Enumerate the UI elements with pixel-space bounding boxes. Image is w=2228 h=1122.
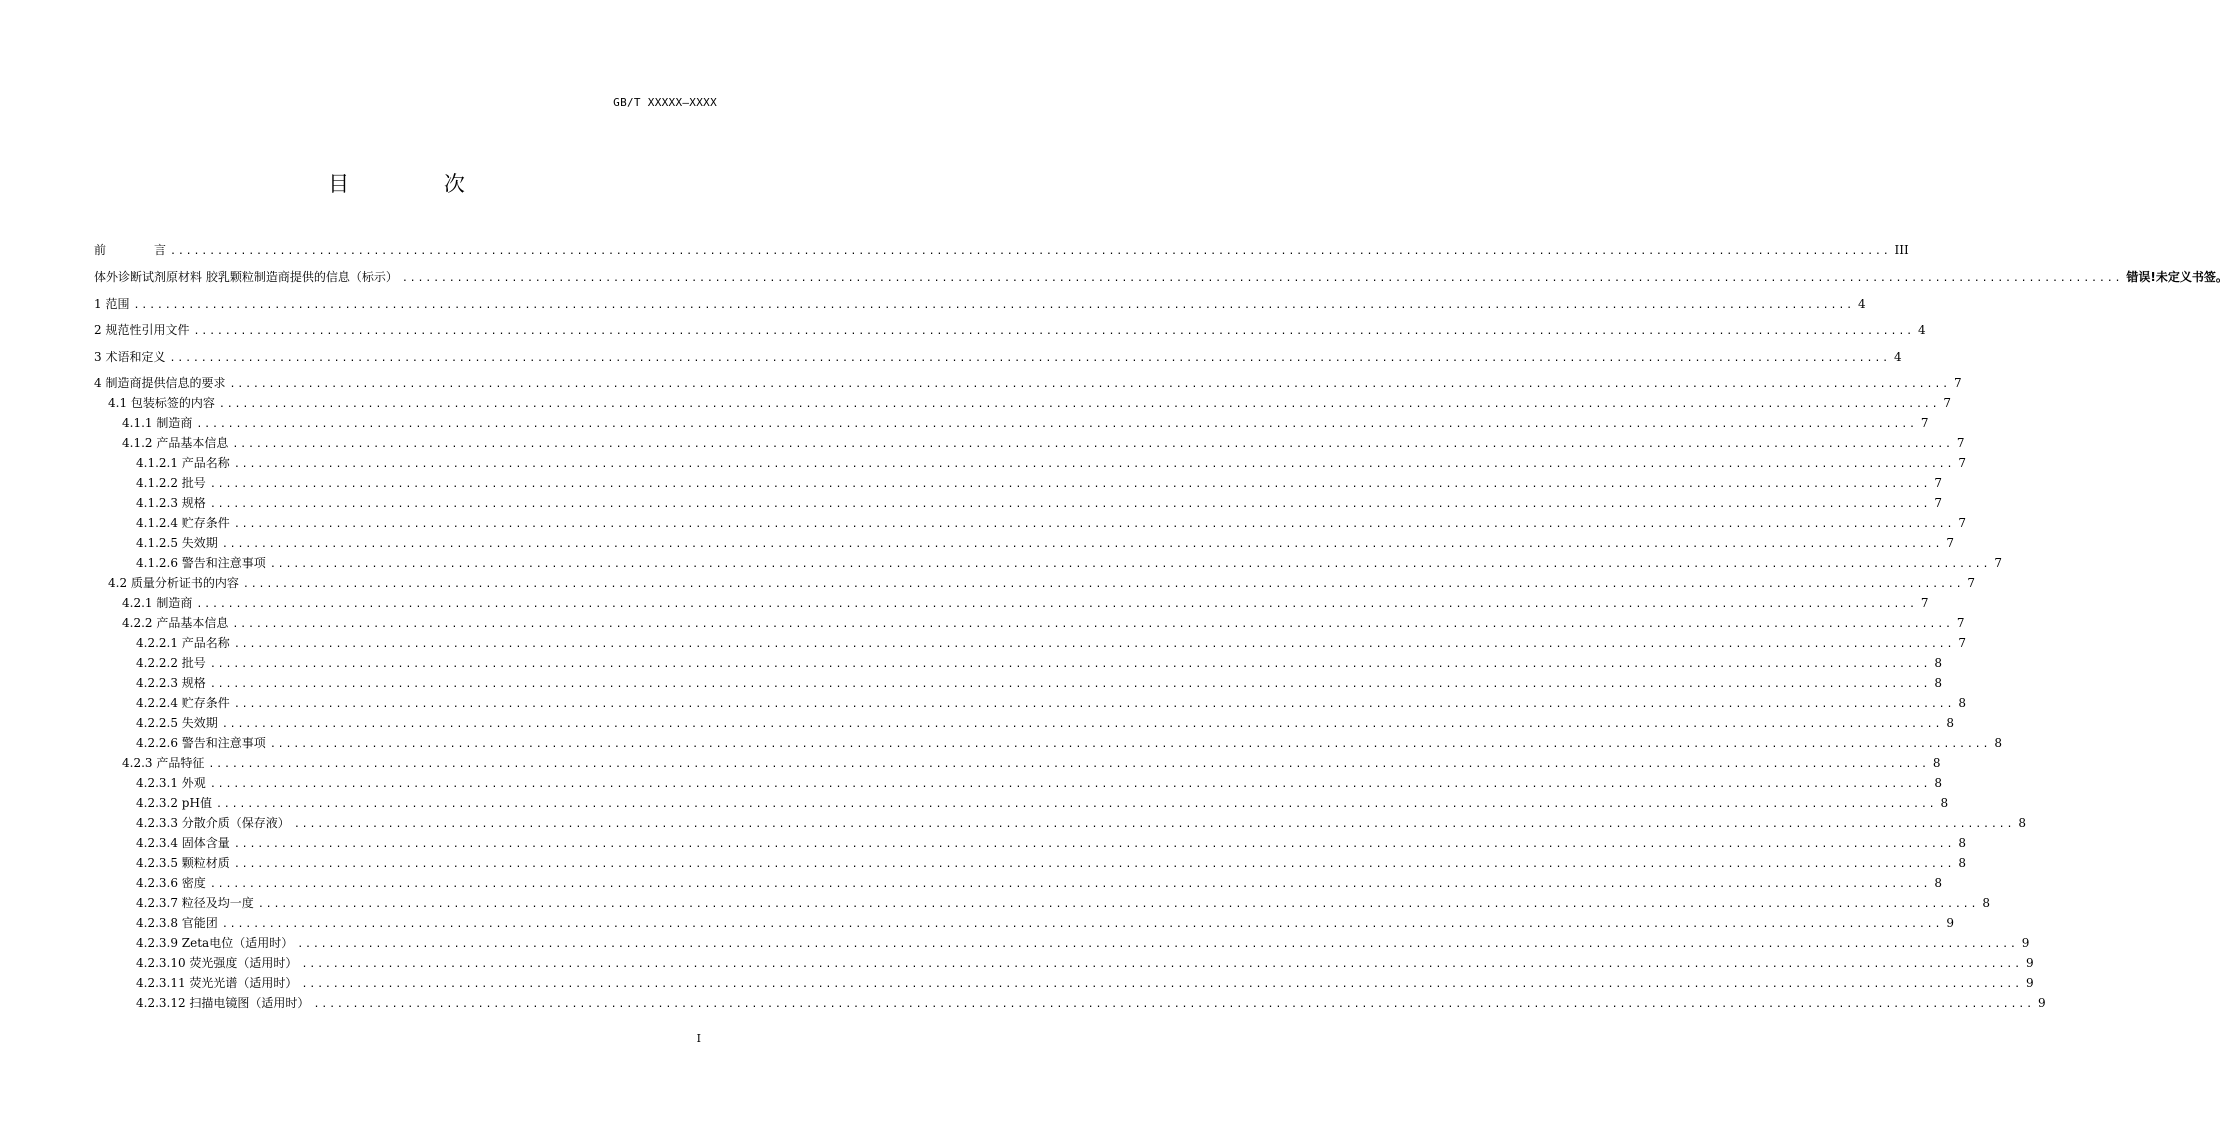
toc-entry[interactable]: [94, 793, 1949, 813]
toc-entry[interactable]: [94, 240, 1909, 260]
toc-entry[interactable]: [94, 347, 1902, 367]
dot-leader: ............................................................................................................................................................................................................................: [293, 819, 2015, 830]
toc-entry-label: 4.2.3.8 官能团: [136, 916, 218, 930]
toc-entry[interactable]: [94, 433, 1965, 453]
toc-entry[interactable]: [94, 593, 1929, 613]
dot-leader: ............................................................................................................................................................................................................................: [133, 300, 1854, 311]
toc-entry-page: 7: [1956, 616, 1965, 630]
toc-entry[interactable]: [94, 393, 1952, 413]
toc-entry[interactable]: [94, 953, 2034, 973]
toc-entry-label: 4.2.3.4 固体含量: [136, 836, 230, 850]
toc-entry-label: 4.2 质量分析证书的内容: [108, 576, 239, 590]
toc-entry-page: 9: [2025, 976, 2034, 990]
toc-entry-page: 8: [1934, 776, 1942, 790]
dot-leader: ............................................................................................................................................................................................................................: [301, 959, 2022, 970]
toc-entry[interactable]: [94, 267, 2228, 287]
toc-entry[interactable]: [94, 633, 1966, 653]
toc-entry-label: 4.2.3.7 粒径及均一度: [136, 896, 254, 910]
toc-entry-page: 7: [1967, 576, 1976, 590]
toc-entry-page: 7: [1958, 516, 1966, 530]
page-number: I: [696, 1032, 701, 1045]
toc-entry-label: 4.2.3.2 pH值: [136, 796, 212, 810]
toc-entry-label: 4.1.2 产品基本信息: [122, 436, 229, 450]
dot-leader: ............................................................................................................................................................................................................................: [209, 479, 1931, 490]
dot-leader: ............................................................................................................................................................................................................................: [221, 719, 1943, 730]
toc-entry[interactable]: [94, 320, 1926, 340]
toc-entry-page: 4: [1917, 323, 1926, 337]
toc-entry-label: 4.1.2.3 规格: [136, 496, 206, 510]
dot-leader: ............................................................................................................................................................................................................................: [221, 539, 1943, 550]
toc-entry[interactable]: [94, 453, 1966, 473]
dot-leader: ............................................................................................................................................................................................................................: [301, 979, 2022, 990]
toc-entry-page: 7: [1994, 556, 2002, 570]
toc-entry-label: 4.1.2.6 警告和注意事项: [136, 556, 266, 570]
toc-entry-page: 8: [1982, 896, 1990, 910]
toc-entry-page: 7: [1934, 496, 1942, 510]
dot-leader: ............................................................................................................................................................................................................................: [257, 899, 1979, 910]
dot-leader: ............................................................................................................................................................................................................................: [233, 639, 1955, 650]
dot-leader: ............................................................................................................................................................................................................................: [233, 839, 1955, 850]
toc-entry-label: 4.2.3.1 外观: [136, 776, 206, 790]
dot-leader: ............................................................................................................................................................................................................................: [196, 419, 1917, 430]
dot-leader: ............................................................................................................................................................................................................................: [233, 699, 1955, 710]
dot-leader: ............................................................................................................................................................................................................................: [208, 759, 1929, 770]
toc-entry[interactable]: [94, 573, 1976, 593]
toc-entry-label: 4.1.2.1 产品名称: [136, 456, 230, 470]
toc-entry-label: 4.2.3.6 密度: [136, 876, 206, 890]
toc-entry[interactable]: [94, 493, 1942, 513]
dot-leader: ............................................................................................................................................................................................................................: [269, 739, 1991, 750]
toc-entry-page: 7: [1946, 536, 1954, 550]
dot-leader: ............................................................................................................................................................................................................................: [209, 779, 1931, 790]
toc-entry[interactable]: [94, 853, 1966, 873]
toc-entry-label: 2 规范性引用文件: [94, 323, 190, 337]
toc-entry-page: 8: [1934, 656, 1942, 670]
toc-entry-page: 错误!未定义书签。: [2126, 270, 2228, 284]
toc-entry[interactable]: [94, 413, 1929, 433]
toc-entry-page: 8: [2018, 816, 2026, 830]
toc-entry[interactable]: [94, 553, 2002, 573]
toc-entry-label: 4.2.1 制造商: [122, 596, 193, 610]
dot-leader: ............................................................................................................................................................................................................................: [169, 353, 1890, 364]
toc-entry-page: 8: [1958, 836, 1966, 850]
toc-entry-label: 4.2.2.3 规格: [136, 676, 206, 690]
toc-entry-label: 4.2.3 产品特征: [122, 756, 205, 770]
toc-entry[interactable]: [94, 513, 1966, 533]
toc-entry-page: 7: [1958, 456, 1966, 470]
toc-entry-label: 4.1.2.5 失效期: [136, 536, 218, 550]
toc-entry[interactable]: [94, 673, 1942, 693]
dot-leader: ............................................................................................................................................................................................................................: [233, 459, 1955, 470]
dot-leader: ............................................................................................................................................................................................................................: [209, 499, 1931, 510]
document-number: GB/T XXXXX—XXXX: [613, 96, 717, 109]
toc-entry-label: 4.2.2.1 产品名称: [136, 636, 230, 650]
page-title: 目 次: [328, 172, 509, 196]
toc-entry[interactable]: [94, 813, 2026, 833]
toc-entry-label: 4.2.3.10 荧光强度（适用时）: [136, 956, 298, 970]
toc-entry-page: 8: [1958, 696, 1966, 710]
toc-entry[interactable]: [94, 773, 1942, 793]
dot-leader: ............................................................................................................................................................................................................................: [401, 273, 2123, 284]
toc-entry-page: 7: [1943, 396, 1952, 410]
toc-entry[interactable]: [94, 733, 2002, 753]
dot-leader: ............................................................................................................................................................................................................................: [233, 859, 1955, 870]
toc-entry-label: 4.1.2.4 贮存条件: [136, 516, 230, 530]
toc-entry-page: 9: [1946, 916, 1954, 930]
toc-entry-page: 8: [1946, 716, 1954, 730]
toc-entry-page: 8: [1958, 856, 1966, 870]
toc-entry[interactable]: [94, 973, 2034, 993]
toc-entry-page: 9: [2025, 956, 2034, 970]
toc-entry[interactable]: [94, 653, 1942, 673]
dot-leader: ............................................................................................................................................................................................................................: [209, 879, 1931, 890]
dot-leader: ............................................................................................................................................................................................................................: [232, 439, 1953, 450]
dot-leader: ............................................................................................................................................................................................................................: [209, 679, 1931, 690]
toc-entry-page: 7: [1953, 376, 1962, 390]
toc-entry-label: 4.2.3.5 颗粒材质: [136, 856, 230, 870]
toc-entry-label: 4.1.1 制造商: [122, 416, 193, 430]
toc-entry[interactable]: [94, 933, 2030, 953]
toc-entry-page: 7: [1958, 636, 1966, 650]
toc-entry-label: 4.2.3.9 Zeta电位（适用时）: [136, 936, 294, 950]
toc-entry-label: 4.1 包装标签的内容: [108, 396, 215, 410]
dot-leader: ............................................................................................................................................................................................................................: [242, 579, 1964, 590]
toc-entry-page: 8: [1934, 676, 1942, 690]
toc-entry[interactable]: [94, 833, 1966, 853]
dot-leader: ............................................................................................................................................................................................................................: [193, 326, 1914, 337]
toc-entry[interactable]: [94, 373, 1962, 393]
dot-leader: ............................................................................................................................................................................................................................: [170, 246, 1891, 257]
toc-entry[interactable]: [94, 533, 1954, 553]
toc-entry-page: 7: [1920, 596, 1929, 610]
toc-entry-page: 4: [1893, 350, 1902, 364]
toc-entry[interactable]: [94, 913, 1954, 933]
dot-leader: ............................................................................................................................................................................................................................: [233, 519, 1955, 530]
toc-entry[interactable]: [94, 613, 1965, 633]
toc-entry-label: 4.2.3.12 扫描电镜图（适用时）: [136, 996, 310, 1010]
toc-entry[interactable]: [94, 873, 1942, 893]
toc-entry[interactable]: [94, 693, 1966, 713]
toc-entry-page: 8: [1932, 756, 1941, 770]
toc-entry-page: 9: [2037, 996, 2046, 1010]
toc-entry[interactable]: [94, 993, 2046, 1013]
toc-entry-label: 4.2.3.3 分散介质（保存液）: [136, 816, 290, 830]
toc-entry-page: 8: [1934, 876, 1942, 890]
toc-entry-label: 1 范围: [94, 297, 130, 311]
toc-entry-label: 4.2.2 产品基本信息: [122, 616, 229, 630]
toc-entry-label: 3 术语和定义: [94, 350, 166, 364]
toc-entry-label-part: 言: [154, 243, 167, 257]
toc-entry[interactable]: [94, 713, 1954, 733]
dot-leader: ............................................................................................................................................................................................................................: [269, 559, 1991, 570]
dot-leader: ............................................................................................................................................................................................................................: [221, 919, 1943, 930]
toc-entry[interactable]: [94, 294, 1866, 314]
toc-entry-page: III: [1894, 243, 1909, 257]
toc-entry-page: 8: [1994, 736, 2002, 750]
toc-entry-label: 4.2.2.4 贮存条件: [136, 696, 230, 710]
dot-leader: ............................................................................................................................................................................................................................: [215, 799, 1937, 810]
toc-entry-label: 4 制造商提供信息的要求: [94, 376, 226, 390]
toc-entry[interactable]: [94, 893, 1990, 913]
toc-entry-page: 9: [2021, 936, 2030, 950]
toc-entry[interactable]: [94, 473, 1942, 493]
toc-entry-page: 8: [1940, 796, 1949, 810]
toc-entry-label: 4.2.2.5 失效期: [136, 716, 218, 730]
toc-entry-page: 4: [1857, 297, 1866, 311]
dot-leader: ............................................................................................................................................................................................................................: [313, 999, 2034, 1010]
toc-entry[interactable]: [94, 753, 1941, 773]
toc-entry-page: 7: [1956, 436, 1965, 450]
dot-leader: ............................................................................................................................................................................................................................: [209, 659, 1931, 670]
dot-leader: ............................................................................................................................................................................................................................: [229, 379, 1950, 390]
toc-entry-label: 4.1.2.2 批号: [136, 476, 206, 490]
toc-entry-label-part: 前: [94, 243, 107, 257]
toc-entry-label: 4.2.2.6 警告和注意事项: [136, 736, 266, 750]
dot-leader: ............................................................................................................................................................................................................................: [232, 619, 1953, 630]
toc-entry-page: 7: [1934, 476, 1942, 490]
toc-entry-label: [94, 240, 166, 260]
toc-entry-label: 4.2.3.11 荧光光谱（适用时）: [136, 976, 298, 990]
toc-entry-page: 7: [1920, 416, 1929, 430]
dot-leader: ............................................................................................................................................................................................................................: [297, 939, 2018, 950]
toc-entry-label: 4.2.2.2 批号: [136, 656, 206, 670]
toc-entry-label: 体外诊断试剂原材料 胶乳颗粒制造商提供的信息（标示）: [94, 270, 398, 284]
dot-leader: ............................................................................................................................................................................................................................: [218, 399, 1940, 410]
dot-leader: ............................................................................................................................................................................................................................: [196, 599, 1917, 610]
